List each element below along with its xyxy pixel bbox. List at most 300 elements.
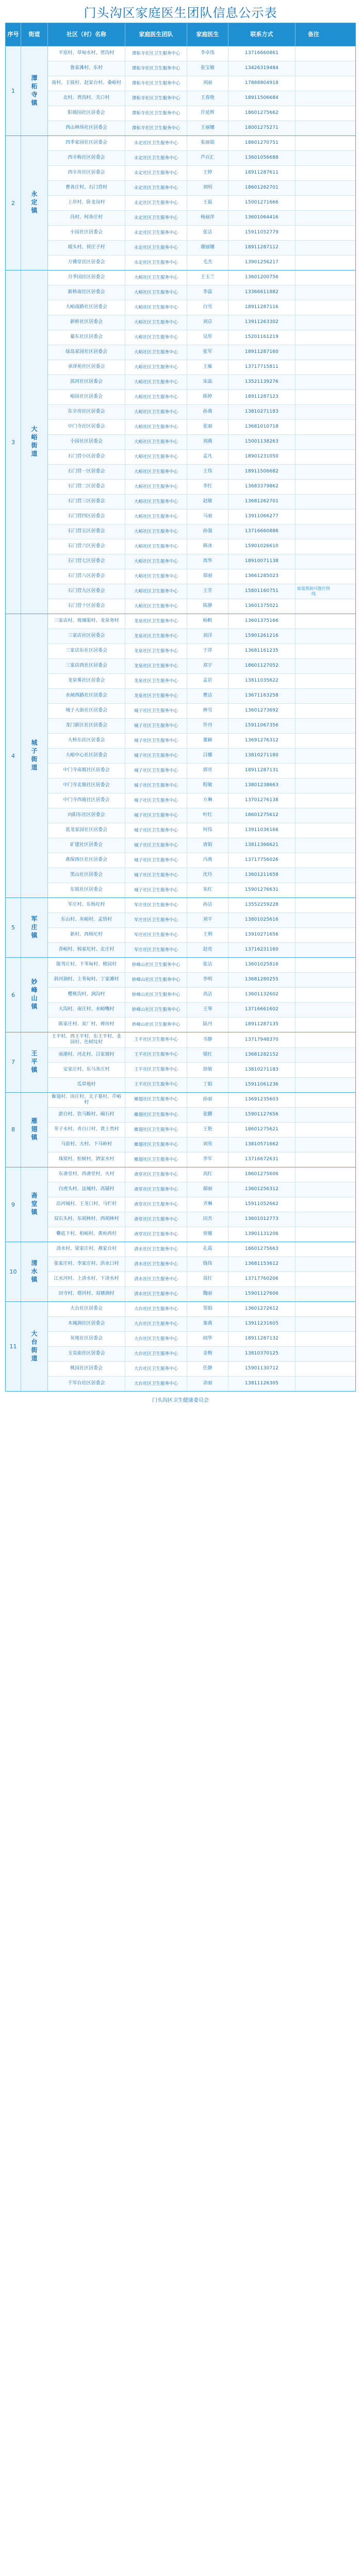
village-cell: 大沟村、南庄村、水峪嘴村: [48, 1003, 125, 1017]
phone-cell[interactable]: 18911287116: [228, 300, 296, 315]
note-cell: [296, 285, 332, 300]
street-rows: [48, 1302, 355, 1391]
street-rows: [48, 614, 355, 897]
phone-cell[interactable]: 13661285023: [228, 569, 296, 584]
note-cell: [296, 300, 332, 315]
phone-cell[interactable]: 13601272612: [228, 1302, 296, 1316]
street-block: [6, 270, 355, 614]
doctor-cell: 孟凡: [187, 450, 228, 464]
team-cell: 潭柘寺社区卫生服务中心: [125, 61, 187, 76]
note-cell: [296, 943, 332, 957]
doctor-cell: 张洁: [187, 226, 228, 240]
table-row: [48, 1123, 355, 1138]
phone-cell[interactable]: 18911287132: [228, 1332, 296, 1346]
team-cell: 永定社区卫生服务中心: [125, 256, 187, 270]
village-cell: 双石头村、东胡林村、西胡林村: [48, 1212, 125, 1227]
note-cell: [296, 1332, 332, 1346]
team-cell: 城子社区卫生服务中心: [125, 719, 187, 733]
table-row: [48, 1257, 355, 1272]
team-cell: 大峪社区卫生服务中心: [125, 495, 187, 509]
team-cell: 大峪社区卫生服务中心: [125, 465, 187, 479]
village-cell: 石门营九区居委会: [48, 584, 125, 599]
phone-cell[interactable]: 13911066277: [228, 510, 296, 524]
phone-cell[interactable]: 13601256312: [228, 1182, 296, 1197]
street-index: 8: [6, 1093, 21, 1167]
note-cell: [296, 988, 332, 1002]
table-row: [48, 405, 355, 420]
team-cell: 大峪社区卫生服务中心: [125, 360, 187, 375]
table-row: [48, 106, 355, 121]
doctor-cell: 张宝敏: [187, 61, 228, 76]
phone-cell[interactable]: 15911052662: [228, 1197, 296, 1212]
header-team: 家庭医生团队: [125, 23, 187, 46]
team-cell: 雁翅社区卫生服务中心: [125, 1108, 187, 1122]
team-cell: 斋堂社区卫生服务中心: [125, 1167, 187, 1182]
phone-cell[interactable]: 13681282152: [228, 1048, 296, 1062]
team-cell: 妙峰山社区卫生服务中心: [125, 988, 187, 1002]
table-row: [48, 166, 355, 181]
table-row: [48, 868, 355, 883]
doctor-cell: 王春艳: [187, 91, 228, 106]
doctor-cell: 于萍: [187, 644, 228, 658]
village-cell: 西辛房社区居委会: [48, 166, 125, 180]
table-row: [48, 913, 355, 928]
village-cell: 西辛称社区居委会: [48, 151, 125, 165]
phone-cell[interactable]: 15901261216: [228, 629, 296, 643]
table-row: [48, 1063, 355, 1078]
doctor-cell: 李蕊: [187, 285, 228, 300]
phone-cell[interactable]: 17888804918: [228, 76, 296, 91]
team-cell: 清水社区卫生服务中心: [125, 1287, 187, 1301]
village-cell: 马套村、大村、下马岭村: [48, 1138, 125, 1152]
table-row: [48, 778, 355, 793]
note-cell: [296, 76, 332, 91]
phone-cell[interactable]: 13426319484: [228, 61, 296, 76]
team-cell: 城子社区卫生服务中心: [125, 853, 187, 868]
phone-cell[interactable]: 13716231160: [228, 943, 296, 957]
phone-cell[interactable]: 13911231605: [228, 1317, 296, 1331]
phone-cell[interactable]: 15901127656: [228, 1108, 296, 1122]
table-row: [48, 1167, 355, 1182]
team-cell: 永定社区卫生服务中心: [125, 151, 187, 165]
street-name: 大峪街道: [21, 270, 48, 614]
team-cell: 清水社区卫生服务中心: [125, 1257, 187, 1272]
doctor-cell: 张丽: [187, 420, 228, 434]
phone-cell[interactable]: 13681010718: [228, 420, 296, 434]
phone-cell[interactable]: 13717760206: [228, 1272, 296, 1286]
village-cell: 木城涧社区居委会: [48, 1317, 125, 1331]
table-row: [48, 629, 355, 644]
team-cell: 永定社区卫生服务中心: [125, 211, 187, 225]
table-row: [48, 450, 355, 465]
phone-cell[interactable]: 18601275606: [228, 1167, 296, 1182]
note-cell: [296, 435, 332, 449]
village-cell: 三家店村、琉璃渠村、龙泉务村: [48, 614, 125, 629]
table-row: [48, 1317, 355, 1332]
street-block: [6, 1242, 355, 1301]
street-rows: [48, 1032, 355, 1092]
phone-cell[interactable]: 13681262701: [228, 495, 296, 509]
street-index: 3: [6, 270, 21, 614]
phone-cell[interactable]: 18601275621: [228, 1123, 296, 1137]
phone-cell[interactable]: 18911287160: [228, 345, 296, 360]
table-row: [48, 315, 355, 330]
phone-cell[interactable]: 13811035622: [228, 674, 296, 688]
table-row: [48, 704, 355, 719]
doctor-cell: 齐琳: [187, 1197, 228, 1212]
doctor-cell: 林雪: [187, 704, 228, 718]
doctor-cell: 刘平: [187, 913, 228, 927]
phone-cell[interactable]: 15001138263: [228, 435, 296, 449]
phone-cell[interactable]: 18911287611: [228, 166, 296, 180]
phone-cell[interactable]: 13810271180: [228, 749, 296, 763]
village-cell: 峪园社区居委会: [48, 390, 125, 404]
phone-cell[interactable]: 13601375021: [228, 599, 296, 614]
phone-cell[interactable]: 18911506684: [228, 91, 296, 106]
team-cell: 龙泉社区卫生服务中心: [125, 614, 187, 629]
village-cell: 淤白村、饮马鞍村、碣石村: [48, 1108, 125, 1122]
phone-cell[interactable]: 13810571662: [228, 1138, 296, 1152]
table-row: [48, 1332, 355, 1347]
phone-cell[interactable]: 13717715811: [228, 360, 296, 375]
note-cell: [296, 1108, 332, 1122]
village-cell: 石门营八区居委会: [48, 569, 125, 584]
phone-cell[interactable]: 13717948370: [228, 1032, 296, 1047]
phone-cell[interactable]: 18601270751: [228, 136, 296, 150]
team-cell: 潭柘寺社区卫生服务中心: [125, 106, 187, 121]
phone-cell[interactable]: 13717756026: [228, 853, 296, 868]
note-cell: [296, 1003, 332, 1017]
village-cell: 东坡社区居委会: [48, 883, 125, 897]
phone-cell[interactable]: 15911067356: [228, 719, 296, 733]
phone-cell[interactable]: 13910271656: [228, 928, 296, 942]
phone-cell[interactable]: 18910071138: [228, 554, 296, 569]
note-cell: [296, 973, 332, 987]
village-cell: 石门营四区居委会: [48, 510, 125, 524]
note-cell: [296, 136, 332, 150]
team-cell: 龙泉社区卫生服务中心: [125, 674, 187, 688]
team-cell: 大峪社区卫生服务中心: [125, 539, 187, 554]
table-row: [48, 226, 355, 241]
team-cell: 妙峰山社区卫生服务中心: [125, 1003, 187, 1017]
street-rows: [48, 136, 355, 270]
phone-cell[interactable]: 13811366621: [228, 838, 296, 853]
team-cell: 大峪社区卫生服务中心: [125, 584, 187, 599]
note-cell: [296, 928, 332, 942]
village-cell: 东辛房社区居委会: [48, 405, 125, 419]
phone-cell[interactable]: 13601056688: [228, 151, 296, 165]
phone-cell[interactable]: 13366611882: [228, 285, 296, 300]
village-cell: 瓜草地村: [48, 1078, 125, 1092]
note-cell: [296, 793, 332, 808]
team-cell: 大台社区卫生服务中心: [125, 1347, 187, 1361]
village-cell: 燕保西区社区居委会: [48, 853, 125, 868]
phone-cell[interactable]: 13811126305: [228, 1377, 296, 1391]
table-row: [48, 1018, 355, 1032]
doctor-cell: 郝丽: [187, 1182, 228, 1197]
phone-cell[interactable]: 13810271183: [228, 405, 296, 419]
doctor-cell: 韦静: [187, 1032, 228, 1047]
village-cell: 桃园社区居委会: [48, 1362, 125, 1376]
phone-cell[interactable]: 15001271666: [228, 196, 296, 210]
table-row: [48, 823, 355, 838]
phone-cell[interactable]: 13601025816: [228, 958, 296, 972]
doctor-cell: 马丽: [187, 510, 228, 524]
note-cell: [296, 211, 332, 225]
village-cell: 石门营五区居委会: [48, 524, 125, 539]
phone-cell[interactable]: 13911263302: [228, 315, 296, 330]
village-cell: 龙泉雾社区居委会: [48, 674, 125, 688]
phone-cell[interactable]: 13810370125: [228, 1347, 296, 1361]
phone-cell[interactable]: 13716660861: [228, 46, 296, 61]
note-cell: [296, 599, 332, 614]
table-row: [48, 1212, 355, 1227]
doctor-cell: 张丽娟: [187, 136, 228, 150]
doctor-cell: 王伟: [187, 465, 228, 479]
phone-cell[interactable]: 15901276631: [228, 883, 296, 897]
phone-cell[interactable]: 13601064416: [228, 211, 296, 225]
table-row: [48, 853, 355, 868]
doctor-cell: 孔霞: [187, 1242, 228, 1257]
phone-cell[interactable]: 13601200756: [228, 270, 296, 285]
phone-cell[interactable]: 18911287123: [228, 390, 296, 404]
village-cell: 江水河村、上清水村、下清水村: [48, 1272, 125, 1286]
phone-cell[interactable]: 18601127052: [228, 659, 296, 673]
phone-cell[interactable]: 13601211658: [228, 868, 296, 883]
team-cell: 王平社区卫生服务中心: [125, 1048, 187, 1062]
phone-cell[interactable]: 13911036166: [228, 823, 296, 838]
village-cell: 珠窝村、松树村、泗家水村: [48, 1153, 125, 1167]
table-row: [48, 151, 355, 166]
phone-cell[interactable]: 13601012773: [228, 1212, 296, 1227]
doctor-cell: 叶红: [187, 808, 228, 823]
street-index: 10: [6, 1242, 21, 1301]
table-row: [48, 928, 355, 943]
phone-cell[interactable]: 15901130712: [228, 1362, 296, 1376]
table-row: [48, 764, 355, 778]
village-cell: 葡东社区居委会: [48, 330, 125, 345]
phone-cell[interactable]: 13681161235: [228, 644, 296, 658]
village-cell: 上岸村、卧龙岗村: [48, 196, 125, 210]
doctor-cell: 孙强: [187, 524, 228, 539]
street-index: 2: [6, 136, 21, 270]
doctor-cell: 王磊: [187, 196, 228, 210]
table-row: [48, 674, 355, 689]
doctor-cell: 邹娟: [187, 1302, 228, 1316]
doctor-cell: 王琴: [187, 1003, 228, 1017]
doctor-cell: 秦燕: [187, 1317, 228, 1331]
team-cell: 永定社区卫生服务中心: [125, 136, 187, 150]
team-cell: 城子社区卫生服务中心: [125, 808, 187, 823]
village-cell: 大台社区居委会: [48, 1302, 125, 1316]
phone-cell[interactable]: 18601275663: [228, 1242, 296, 1257]
street-block: [6, 135, 355, 270]
note-cell: [296, 1153, 332, 1167]
doctor-cell: 朱红: [187, 883, 228, 897]
phone-cell[interactable]: 13901256217: [228, 256, 296, 270]
phone-cell[interactable]: 13671163258: [228, 689, 296, 703]
table-row: [48, 793, 355, 808]
note-cell: [296, 241, 332, 255]
phone-cell[interactable]: 13901131206: [228, 1227, 296, 1242]
phone-cell[interactable]: 13691235603: [228, 1093, 296, 1108]
team-cell: 大台社区卫生服务中心: [125, 1317, 187, 1331]
doctor-cell: 李红: [187, 480, 228, 494]
phone-cell[interactable]: 18601262701: [228, 181, 296, 195]
doctor-cell: 方琳: [187, 793, 228, 808]
note-cell: [296, 898, 332, 912]
phone-cell[interactable]: 18601275662: [228, 106, 296, 121]
phone-cell[interactable]: 13691276312: [228, 734, 296, 748]
village-cell: 滨河社区居委会: [48, 375, 125, 389]
table-row: [48, 943, 355, 957]
phone-cell[interactable]: 13683379862: [228, 480, 296, 494]
village-cell: 东山村、灰峪村、孟悟村: [48, 913, 125, 927]
phone-cell[interactable]: 15801160751: [228, 584, 296, 599]
table-row: [48, 1182, 355, 1197]
note-cell: [296, 450, 332, 464]
footer-note: 门头沟区卫生健康委员会: [152, 1397, 209, 1403]
phone-cell[interactable]: 13552259228: [228, 898, 296, 912]
phone-cell[interactable]: 15901026610: [228, 539, 296, 554]
team-cell: 大峪社区卫生服务中心: [125, 420, 187, 434]
note-cell: [296, 390, 332, 404]
village-cell: 矿建社区居委会: [48, 838, 125, 853]
phone-cell[interactable]: 13801238663: [228, 778, 296, 793]
phone-cell[interactable]: 18001275271: [228, 121, 296, 135]
phone-cell[interactable]: 13601273692: [228, 704, 296, 718]
doctor-cell: 任静: [187, 1362, 228, 1376]
street-rows: [48, 1093, 355, 1167]
village-cell: 中门寺北坡社区居委会: [48, 778, 125, 793]
village-cell: 向阳东社区居委会: [48, 808, 125, 823]
phone-cell[interactable]: 13521139276: [228, 375, 296, 389]
phone-cell[interactable]: 13716661602: [228, 1003, 296, 1017]
table-row: [48, 181, 355, 196]
doctor-cell: 程敏: [187, 778, 228, 793]
phone-cell[interactable]: 13681153612: [228, 1257, 296, 1272]
doctor-cell: 何伟: [187, 823, 228, 838]
phone-cell[interactable]: 18901231050: [228, 450, 296, 464]
team-cell: 龙泉社区卫生服务中心: [125, 629, 187, 643]
phone-cell[interactable]: 18911287131: [228, 764, 296, 778]
street-rows: [48, 1242, 355, 1301]
table-row: [48, 838, 355, 853]
note-cell: [296, 524, 332, 539]
village-cell: 清水村、梁家庄村、燕家台村: [48, 1242, 125, 1257]
note-cell: [296, 719, 332, 733]
table-row: [48, 1377, 355, 1391]
team-cell: 大峪社区卫生服务中心: [125, 510, 187, 524]
phone-cell[interactable]: 13681280255: [228, 973, 296, 987]
table-body: [6, 46, 355, 1391]
village-cell: 王平村、西王平村、东王平村、韭园村、色树坟村: [48, 1032, 125, 1047]
table-header: [6, 23, 355, 46]
note-cell: [296, 1167, 332, 1182]
phone-cell[interactable]: 13601132602: [228, 988, 296, 1002]
team-cell: 龙泉社区卫生服务中心: [125, 689, 187, 703]
note-cell: [296, 659, 332, 673]
team-cell: 大峪社区卫生服务中心: [125, 315, 187, 330]
table-row: [48, 1032, 355, 1048]
doctor-cell: 李明: [187, 973, 228, 987]
doctor-cell: 毛杰: [187, 256, 228, 270]
table-row: [48, 988, 355, 1003]
table-row: [48, 1242, 355, 1257]
doctor-cell: 刘英: [187, 1138, 228, 1152]
village-cell: 中门寺西坡社区居委会: [48, 793, 125, 808]
phone-cell[interactable]: 15901127606: [228, 1287, 296, 1301]
table-row: [48, 375, 355, 390]
phone-cell[interactable]: 13810271183: [228, 1063, 296, 1077]
note-cell: [296, 629, 332, 643]
doctor-cell: 王艳: [187, 1123, 228, 1137]
phone-cell[interactable]: 15911061236: [228, 1078, 296, 1092]
table-row: [48, 1003, 355, 1018]
phone-cell[interactable]: 15201161219: [228, 330, 296, 345]
team-cell: 斋堂社区卫生服务中心: [125, 1227, 187, 1242]
phone-cell[interactable]: 13701276138: [228, 793, 296, 808]
note-cell: [296, 614, 332, 629]
note-cell: [296, 181, 332, 195]
note-cell: [296, 704, 332, 718]
table-row: [48, 330, 355, 345]
village-cell: 鲁家滩村、东村: [48, 61, 125, 76]
village-cell: 新村、西杨坨村: [48, 928, 125, 942]
table-row: [48, 241, 355, 256]
note-cell: [296, 1242, 332, 1257]
note-cell: [296, 1212, 332, 1227]
phone-cell[interactable]: 13801025616: [228, 913, 296, 927]
note-cell: [296, 1048, 332, 1062]
phone-cell[interactable]: 13601375166: [228, 614, 296, 629]
phone-cell[interactable]: 13716660886: [228, 524, 296, 539]
doctor-cell: 白雪: [187, 300, 228, 315]
village-cell: 万佛堂社区居委会: [48, 256, 125, 270]
team-cell: 潭柘寺社区卫生服务中心: [125, 91, 187, 106]
doctor-cell: 芦百汇: [187, 151, 228, 165]
team-cell: 城子社区卫生服务中心: [125, 823, 187, 838]
team-cell: 军庄社区卫生服务中心: [125, 913, 187, 927]
doctor-cell: 高洁: [187, 988, 228, 1002]
phone-cell[interactable]: 18911287135: [228, 1018, 296, 1032]
doctor-cell: 邓宇: [187, 659, 228, 673]
table-row: [48, 614, 355, 629]
street-rows: [48, 1167, 355, 1242]
village-cell: 军庄村、东杨坨村: [48, 898, 125, 912]
table-row: [48, 1287, 355, 1301]
street-block: [6, 1167, 355, 1242]
street-name: 城子街道: [21, 614, 48, 897]
street-name: 潭柘寺镇: [21, 46, 48, 135]
note-cell: [296, 1093, 332, 1108]
phone-cell[interactable]: 15911052779: [228, 226, 296, 240]
note-cell: [296, 480, 332, 494]
note-cell: [296, 569, 332, 584]
table-row: [48, 1227, 355, 1242]
phone-cell[interactable]: 18911506682: [228, 465, 296, 479]
phone-cell[interactable]: 18911287112: [228, 241, 296, 255]
note-cell: [296, 151, 332, 165]
village-cell: 四季家园社区居委会: [48, 136, 125, 150]
phone-cell[interactable]: 18601275612: [228, 808, 296, 823]
table-row: [48, 495, 355, 510]
street-rows: [48, 270, 355, 614]
doctor-cell: 郑丽: [187, 569, 228, 584]
table-row: [48, 554, 355, 569]
team-cell: 雁翅社区卫生服务中心: [125, 1153, 187, 1167]
phone-cell[interactable]: 13716672631: [228, 1153, 296, 1167]
